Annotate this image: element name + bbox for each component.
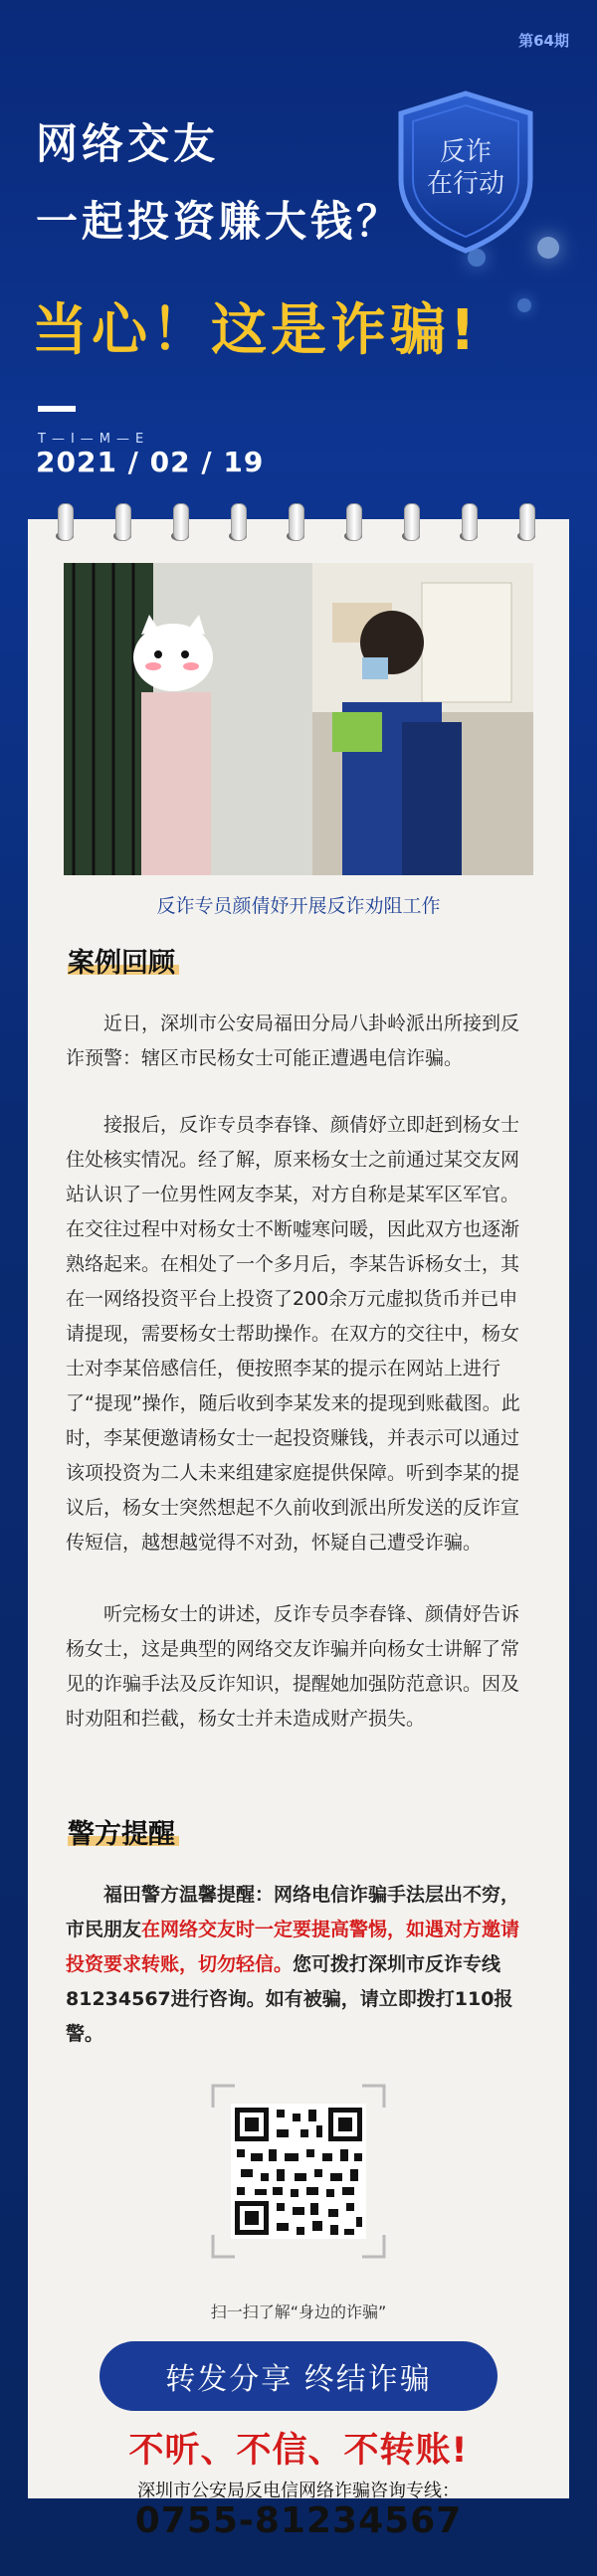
binder-ring — [346, 503, 362, 541]
title-line2: 一起投资赚大钱？ — [36, 197, 403, 246]
share-button[interactable]: 转发分享 终结诈骗 — [100, 2341, 498, 2411]
badge-line2: 在行动 — [426, 169, 504, 199]
title-warning: 当心！这是诈骗! — [32, 298, 480, 363]
binder-ring — [58, 503, 74, 541]
police-tip-warning: 在网络交友时一定要提高警惕，如遇对方邀请投资要求转账，切勿轻信。 — [66, 1919, 520, 1975]
police-tip-contact: 您可拨打深圳市反诈专线81234567进行咨询。如有被骗，请立即拨打110报警。 — [66, 1953, 513, 2045]
hotline-number[interactable]: 0755-81234567 — [134, 2500, 463, 2541]
publish-date: 2021 / 02 / 19 — [36, 446, 265, 478]
binder-ring — [115, 503, 131, 541]
case-paragraph-2: 接报后，反诈专员李春锋、颜倩妤立即赶到杨女士住处核实情况。经了解，原来杨女士之前通过某交友网站认识了一位男性网友李某，对方自称是某军区军官。在交往过程中对杨女士不断嘘寒问暖，因此双方也逐渐熟络起来。在相处了一个多月后，李某告诉杨女士，其在一网络投资平台上投资了200余万元虚拟货币并已申请提现，需要杨女士帮助操作。在双方的交往中，杨女士对李某倍感信任，便按照李某的提示在网站上进行了“提现”操作，随后收到李某发来的提现到账截图。此时，李某便邀请杨女士一起投资赚钱，并表示可以通过该项投资为二人未来组建家庭提供保障。听到李某的提议后，杨女士突然想起不久前收到派出所发送的反诈宣传短信，越想越觉得不对劲，怀疑自己遭受诈骗。 — [66, 1114, 520, 1554]
slogan: 不听、不信、不转账! — [128, 2431, 469, 2471]
binder-ring — [173, 503, 189, 541]
case-paragraph-1: 近日，深圳市公安局福田分局八卦岭派出所接到反诈预警：辖区市民杨女士可能正遭遇电信诈骗。 — [66, 1012, 520, 1069]
case-paragraph-3: 听完杨女士的讲述，反诈专员李春锋、颜倩妤告诉杨女士，这是典型的网络交友诈骗并向杨女士讲解了常见的诈骗手法及反诈知识，提醒她加强防范意识。因及时劝阻和拦截，杨女士并未造成财产损失。 — [66, 1603, 520, 1730]
binder-ring — [404, 503, 420, 541]
photo-caption: 反诈专员颜倩妤开展反诈劝阻工作 — [156, 895, 441, 917]
binder-ring — [462, 503, 478, 541]
case-photo — [64, 563, 533, 875]
binder-ring — [519, 503, 535, 541]
qr-caption: 扫一扫了解“身边的诈骗” — [210, 2302, 387, 2321]
title-line1: 网络交友 — [36, 119, 220, 168]
hotline-label: 深圳市公安局反电信网络诈骗咨询专线： — [137, 2481, 460, 2501]
binder-ring — [231, 503, 247, 541]
police-tip-heading: 警方提醒 — [68, 1819, 175, 1850]
police-tip-paragraph — [66, 1878, 531, 2052]
time-label: T—I—M—E — [38, 432, 150, 447]
divider — [38, 406, 76, 412]
bg-light — [537, 237, 559, 259]
qr-code — [211, 2084, 386, 2259]
issue-number: 第64期 — [518, 32, 569, 50]
police-tip-text: 福田警方温馨提醒：网络电信诈骗手法层出不穷，市民朋友 — [66, 1884, 520, 1940]
bg-light — [517, 298, 531, 312]
binder-ring — [289, 503, 304, 541]
case-review-heading: 案例回顾 — [68, 948, 175, 979]
badge-line1: 反诈 — [439, 137, 492, 167]
